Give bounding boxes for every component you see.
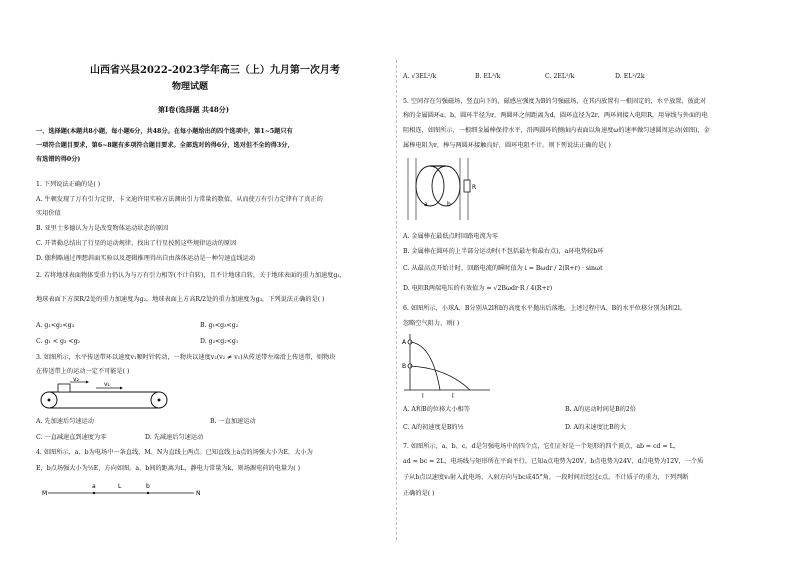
block <box>58 384 70 392</box>
svg-text:l: l <box>452 393 454 400</box>
q2-option-d: D. g₃<g₂<g₁ <box>200 338 239 345</box>
q4-stem-1: 4. 如图所示，a、b为电场中一条直线，M、N为直线上两点。已知直线上a点的场强大小为E，大小为 <box>36 449 313 456</box>
q7-stem-2: ad = bc = 2L，电场线与矩形所在平面平行。已知a点电势为20V，b点电势为24V，d点电势为12V，一个质 <box>403 458 704 465</box>
q1-stem: 1. 下列说法正确的是( ) <box>36 181 101 188</box>
page-subtitle: 物理试题 <box>172 82 209 92</box>
q6-option-d: D. A的末速度比B的大 <box>565 424 627 431</box>
q3-option-c: C. 一直减速直到速度为零 <box>36 434 107 441</box>
q5-option-a: A. 金属棒在最低点时回路电流为零 <box>403 233 499 240</box>
q2-option-b: B. g₁<g₃<g₂ <box>200 322 239 329</box>
svg-text:a: a <box>424 201 428 208</box>
label-N: N <box>196 490 201 497</box>
q2-option-c: C. g₁ < g₃ <g₂ <box>36 338 81 345</box>
q5-option-b: B. 金属棒在圆环的上半部分运动时(不包括最左和最右点)，a环电势较b环 <box>403 248 604 255</box>
q5-stem-1: 5. 空间存在匀强磁场，竖直向下的，磁感应强度为B的匀强磁场，在其内放置有一根固定的，水平放置，彼此对 <box>403 98 707 105</box>
electric-field-line-diagram <box>42 480 202 500</box>
q1-option-a-cont: 实用价值 <box>36 210 61 217</box>
svg-text:B: B <box>402 363 407 370</box>
svg-text:l: l <box>422 393 424 400</box>
q5-stem-2: 称的金属圆环a、b，圆环半径为r，两圆环之间距离为d，圆环直径为2r，两环间接入电阻R，用导线与外面的电 <box>403 112 708 119</box>
q3-option-d: D. 先减速后匀速运动 <box>145 434 204 441</box>
q6-option-c: C. A的初速度是B的½ <box>403 424 464 431</box>
q5-option-d: D. 电阻R两端电压的有效值为 = √2Bωdr·R / 4(R+r) <box>403 285 553 292</box>
label-M: M <box>42 490 48 497</box>
q4-option-d: D. EL²/2k <box>615 73 645 80</box>
q6-option-a: A. A和B的位移大小相等 <box>403 406 470 413</box>
q7-stem-1: 7. 如图所示，a、b、c、d是匀强电场中的四个点，它们正好是一个矩形的四个顶点，ab = cd = L， <box>403 443 680 450</box>
q1-option-b: B. 亚里士多德认为力是改变物体运动状态的原因 <box>36 225 169 232</box>
q5-option-c: C. 从最高点开始计时，回路电流的瞬时值为 i = Bωdr / 2(R+r) · sinωt <box>403 265 603 272</box>
q1-option-c: C. 开普勒总结出了行星的运动规律，找出了行星按照这些规律运动的原因 <box>36 240 237 247</box>
svg-text:R: R <box>472 184 477 191</box>
intro-line-3: 有选错的得0分) <box>36 156 81 163</box>
q7-stem-4: 正确的是( ) <box>403 490 435 497</box>
projectile-diagram <box>402 332 492 402</box>
q1-option-a: A. 牛顿发现了万有引力定律，卡文迪许用实验方法测出引力常量的数值，从而使万有引力定律有了真正的 <box>36 196 323 203</box>
q1-option-d: D. 伽利略通过理想斜面实验以及逻辑推理得出自由落体运动是一种匀速直线运动 <box>36 255 256 262</box>
label-b: b <box>146 483 150 490</box>
v1-label: v₁ <box>104 381 110 388</box>
q4-option-b: B. EL²/k <box>475 73 501 80</box>
svg-text:b: b <box>447 201 451 208</box>
label-L: L <box>118 483 122 490</box>
intro-line-1: 一、选择题(本题共8小题，每小题6分，共48分。在每小题给出的四个选项中，第1~5题只有 <box>36 128 293 135</box>
q6-option-b: B. A的运动时间是B的2倍 <box>565 406 636 413</box>
conveyor-belt-diagram <box>40 378 170 414</box>
q3-option-a: A. 先加速后匀速运动 <box>36 418 94 425</box>
q6-stem-2: 忽略空气阻力，则( ) <box>403 320 460 327</box>
q4-option-a: A. √3EL²/k <box>403 73 437 80</box>
q5-stem-3: 阻相连，如图所示，一根细金属棒保持水平，沿两圆环的侧面内表面以角速度ω的速率做匀速圆周运动(如图)，金 <box>403 127 710 134</box>
column-divider <box>396 60 397 540</box>
svg-text:A: A <box>402 339 407 346</box>
label-a: a <box>92 483 96 490</box>
q7-stem-3: 子从b点以速度v₀射入此电场，入射方向与bc成45°角，一段时间后经过c点。不计质子的重力，下列判断 <box>403 474 689 481</box>
v2-label: v₂ <box>73 376 79 383</box>
q5-stem-4: 属棒电阻为r，棒与两圆环接触良好，圆环电阻不计。则下列说法正确的是( ) <box>403 142 611 149</box>
q3-option-b: B. 一直加速运动 <box>210 418 256 425</box>
q2-stem-1: 2. 若将地球表面物体受重力仍认为与万有引力相等(不计自转)，且不计地球自转，关于地球表面的重力加速度g₁， <box>36 272 346 279</box>
q2-stem-2: 地球表面下方深R/2处的重力加速度为g₂，地球表面上方高R/2处的重力加速度为g₃，下列说法正确的是( ) <box>36 296 325 303</box>
q4-option-c: C. 2EL²/k <box>545 73 575 80</box>
q2-option-a: A. g₁<g₂<g₃ <box>36 322 75 329</box>
q4-stem-2: E，b点场强大小为½E，方向如图。a、b间的距离为L，静电力常量为k，则场源电荷的电量为( ) <box>36 465 301 472</box>
rotating-rod-diagram <box>402 156 482 222</box>
q3-stem-1: 3. 如图所示，水平传送带环以速度v₁顺时针转动，一物块以速度v₂(v₂ ≠ v₁)从传送带左端滑上传送带，则物块 <box>36 354 336 361</box>
intro-line-2: 一项符合题目要求，第6~8题有多项符合题目要求。全部选对的得6分，选对但不全的得3分， <box>36 142 294 149</box>
q6-stem-1: 6. 如图所示，小球A、B分别从2l和l的高度水平抛出后落地，上述过程中A、B的水平位移分别为l和2l。 <box>403 305 687 312</box>
section-heading: 第Ⅰ卷(选择题 共48分) <box>158 105 230 114</box>
q3-stem-2: 在传送带上的运动一定不可能是( ) <box>36 368 130 375</box>
page-title: 山西省兴县2022-2023学年高三（上）九月第一次月考 <box>90 65 340 76</box>
